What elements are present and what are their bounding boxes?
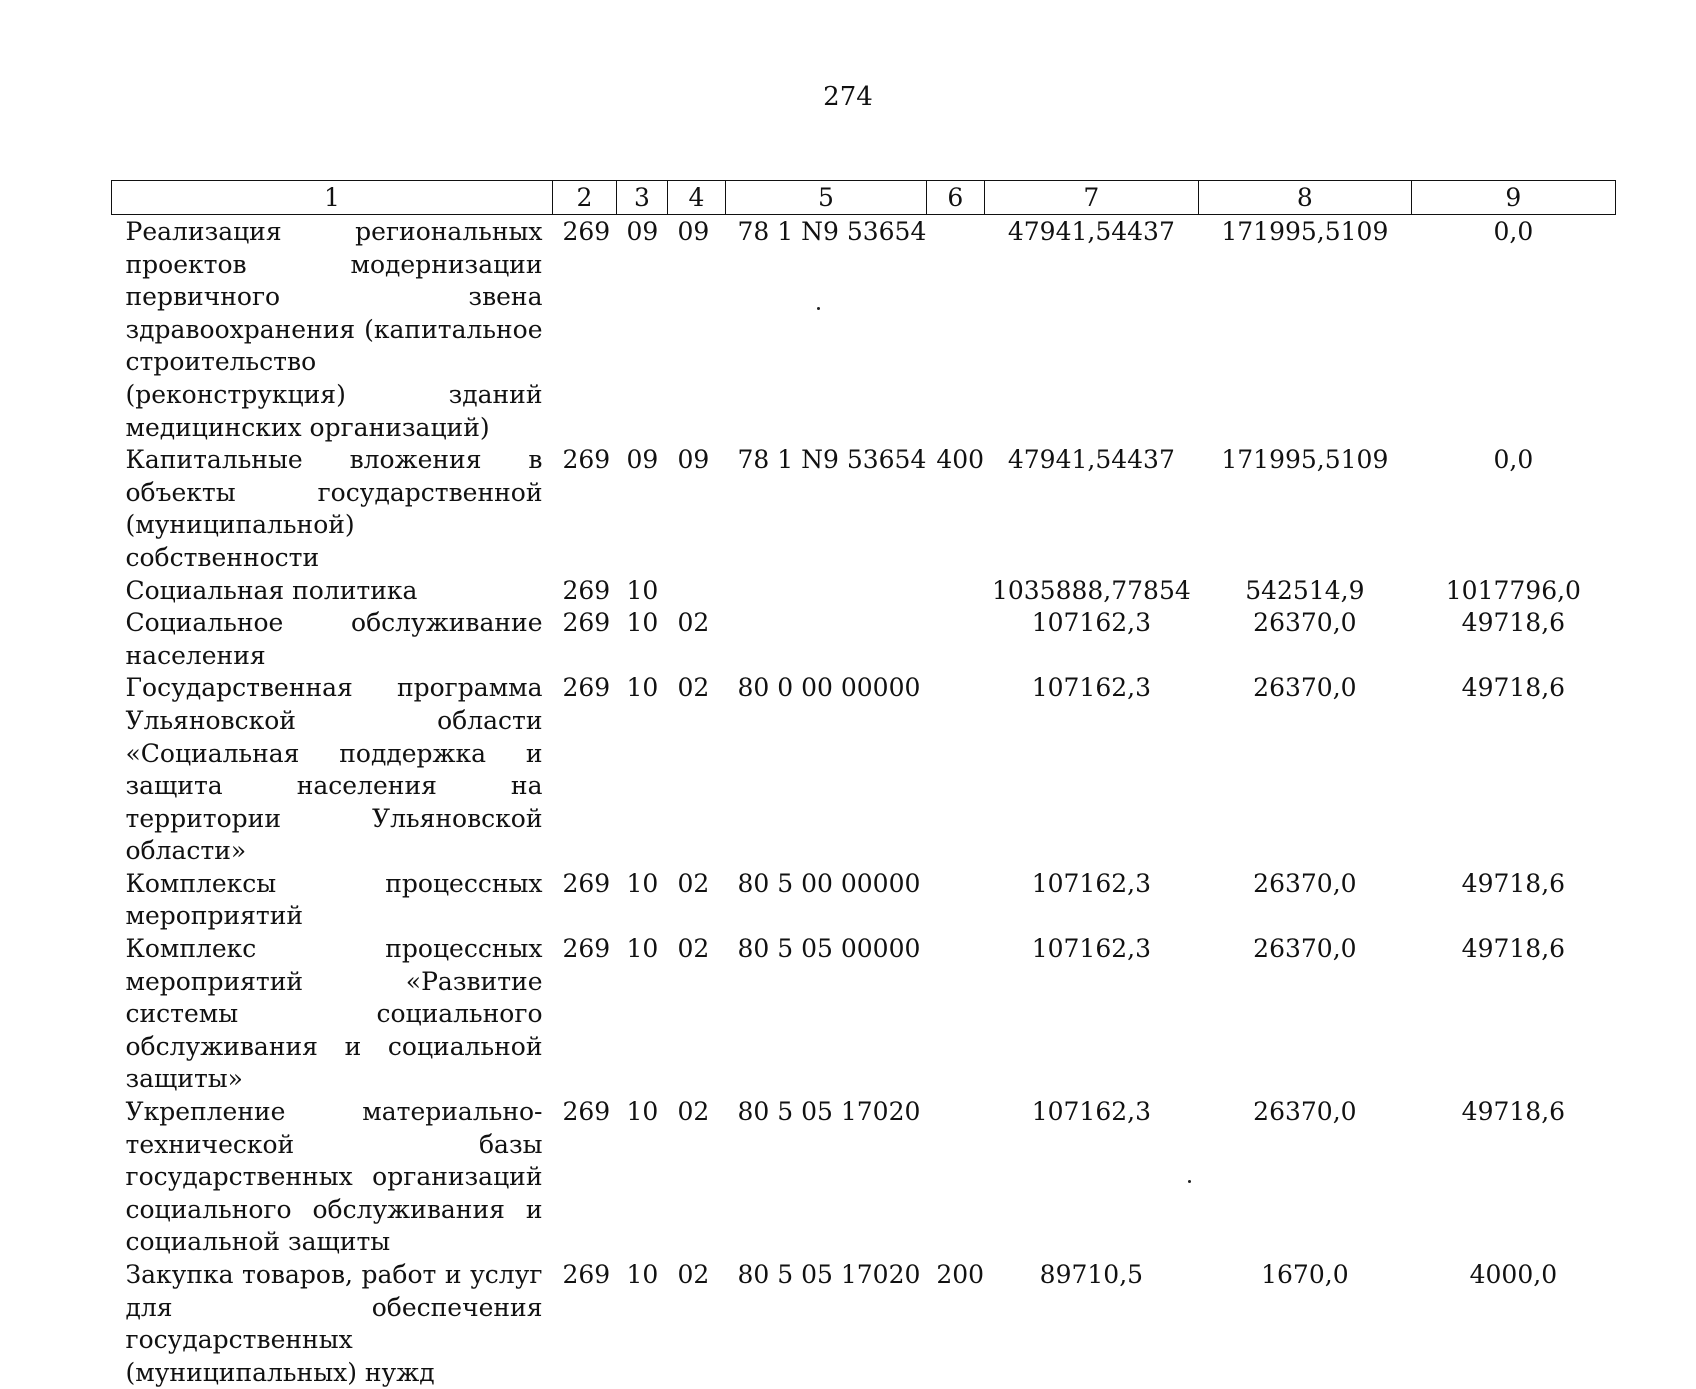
header-col-1: 1 xyxy=(112,181,553,215)
table-row xyxy=(112,1259,1616,1389)
row-admin-code: 269 xyxy=(553,672,617,868)
header-row xyxy=(112,181,1616,215)
header-col-4: 4 xyxy=(668,181,726,215)
row-amount-col7: 47941,54437 xyxy=(984,444,1198,574)
row-amount-col8: 542514,9 xyxy=(1198,575,1411,608)
row-target-article: 80 5 05 00000 xyxy=(726,933,927,1096)
page-number: 274 xyxy=(0,82,1696,112)
table-row xyxy=(112,933,1616,1096)
row-name: Комплексы процессных мероприятий xyxy=(112,868,553,933)
row-target-article: 80 5 05 17020 xyxy=(726,1096,927,1259)
row-amount-col9: 0,0 xyxy=(1411,444,1615,574)
row-section-code: 10 xyxy=(617,868,668,933)
row-amount-col9: 49718,6 xyxy=(1411,672,1615,868)
row-expense-type xyxy=(926,607,984,672)
budget-table xyxy=(111,180,1616,1389)
row-subsection-code: 09 xyxy=(668,444,726,574)
row-amount-col7: 1035888,77854 xyxy=(984,575,1198,608)
row-amount-col8: 26370,0 xyxy=(1198,933,1411,1096)
header-col-6: 6 xyxy=(926,181,984,215)
row-name: Закупка товаров, работ и услуг для обеспечения государственных (муниципальных) нужд xyxy=(112,1259,553,1389)
row-admin-code: 269 xyxy=(553,1259,617,1389)
row-subsection-code: 02 xyxy=(668,607,726,672)
row-admin-code: 269 xyxy=(553,1096,617,1259)
row-amount-col8: 26370,0 xyxy=(1198,607,1411,672)
row-section-code: 09 xyxy=(617,215,668,445)
row-target-article xyxy=(726,575,927,608)
row-amount-col9: 4000,0 xyxy=(1411,1259,1615,1389)
row-amount-col7: 47941,54437 xyxy=(984,215,1198,445)
row-amount-col8: 26370,0 xyxy=(1198,672,1411,868)
row-name: Комплекс процессных мероприятий «Развитие системы социального обслуживания и социальной защиты» xyxy=(112,933,553,1096)
row-amount-col9: 49718,6 xyxy=(1411,607,1615,672)
row-amount-col7: 107162,3 xyxy=(984,1096,1198,1259)
row-expense-type xyxy=(926,672,984,868)
row-target-article xyxy=(726,607,927,672)
row-target-article: 78 1 N9 53654 xyxy=(726,444,927,574)
header-col-9: 9 xyxy=(1411,181,1615,215)
row-subsection-code: 02 xyxy=(668,868,726,933)
row-amount-col8: 171995,5109 xyxy=(1198,444,1411,574)
header-col-3: 3 xyxy=(617,181,668,215)
table-row xyxy=(112,607,1616,672)
table-row xyxy=(112,215,1616,445)
row-expense-type xyxy=(926,1096,984,1259)
row-admin-code: 269 xyxy=(553,444,617,574)
row-section-code: 10 xyxy=(617,933,668,1096)
row-name: Государственная программа Ульяновской области «Социальная поддержка и защита населения на территории Ульяновской области» xyxy=(112,672,553,868)
header-col-2: 2 xyxy=(553,181,617,215)
row-expense-type: 400 xyxy=(926,444,984,574)
row-expense-type: 200 xyxy=(926,1259,984,1389)
table-row xyxy=(112,868,1616,933)
row-amount-col8: 26370,0 xyxy=(1198,1096,1411,1259)
row-target-article: 80 5 00 00000 xyxy=(726,868,927,933)
scan-speck xyxy=(817,307,820,310)
header-col-5: 5 xyxy=(726,181,927,215)
row-section-code: 10 xyxy=(617,575,668,608)
row-amount-col8: 1670,0 xyxy=(1198,1259,1411,1389)
row-amount-col9: 49718,6 xyxy=(1411,868,1615,933)
row-amount-col7: 107162,3 xyxy=(984,672,1198,868)
row-name: Реализация региональных проектов модернизации первичного звена здравоохранения (капитальное строительство (реконструкция) зданий медицинских организаций) xyxy=(112,215,553,445)
row-amount-col9: 1017796,0 xyxy=(1411,575,1615,608)
row-section-code: 10 xyxy=(617,672,668,868)
row-amount-col7: 89710,5 xyxy=(984,1259,1198,1389)
table-row xyxy=(112,1096,1616,1259)
row-section-code: 10 xyxy=(617,1096,668,1259)
row-name: Укрепление материально-технической базы государственных организаций социального обслуживания и социальной защиты xyxy=(112,1096,553,1259)
row-target-article: 80 0 00 00000 xyxy=(726,672,927,868)
row-subsection-code: 02 xyxy=(668,1096,726,1259)
row-section-code: 10 xyxy=(617,607,668,672)
row-admin-code: 269 xyxy=(553,933,617,1096)
row-admin-code: 269 xyxy=(553,868,617,933)
header-col-7: 7 xyxy=(984,181,1198,215)
row-name: Капитальные вложения в объекты государственной (муниципальной) собственности xyxy=(112,444,553,574)
row-subsection-code: 02 xyxy=(668,1259,726,1389)
row-subsection-code xyxy=(668,575,726,608)
row-subsection-code: 02 xyxy=(668,672,726,868)
row-admin-code: 269 xyxy=(553,607,617,672)
header-col-8: 8 xyxy=(1198,181,1411,215)
table-row xyxy=(112,575,1616,608)
row-amount-col8: 171995,5109 xyxy=(1198,215,1411,445)
row-section-code: 10 xyxy=(617,1259,668,1389)
row-name: Социальное обслуживание населения xyxy=(112,607,553,672)
row-amount-col9: 49718,6 xyxy=(1411,1096,1615,1259)
row-amount-col9: 0,0 xyxy=(1411,215,1615,445)
row-expense-type xyxy=(926,575,984,608)
row-subsection-code: 02 xyxy=(668,933,726,1096)
row-admin-code: 269 xyxy=(553,215,617,445)
scan-speck xyxy=(1188,1180,1191,1183)
row-amount-col9: 49718,6 xyxy=(1411,933,1615,1096)
row-expense-type xyxy=(926,215,984,445)
row-amount-col8: 26370,0 xyxy=(1198,868,1411,933)
table-header xyxy=(112,181,1616,215)
row-target-article: 78 1 N9 53654 xyxy=(726,215,927,445)
table-body xyxy=(112,215,1616,1389)
row-expense-type xyxy=(926,868,984,933)
table-row xyxy=(112,672,1616,868)
row-name: Социальная политика xyxy=(112,575,553,608)
row-admin-code: 269 xyxy=(553,575,617,608)
row-target-article: 80 5 05 17020 xyxy=(726,1259,927,1389)
row-subsection-code: 09 xyxy=(668,215,726,445)
row-amount-col7: 107162,3 xyxy=(984,933,1198,1096)
row-amount-col7: 107162,3 xyxy=(984,868,1198,933)
table-row xyxy=(112,444,1616,574)
row-expense-type xyxy=(926,933,984,1096)
row-section-code: 09 xyxy=(617,444,668,574)
row-amount-col7: 107162,3 xyxy=(984,607,1198,672)
